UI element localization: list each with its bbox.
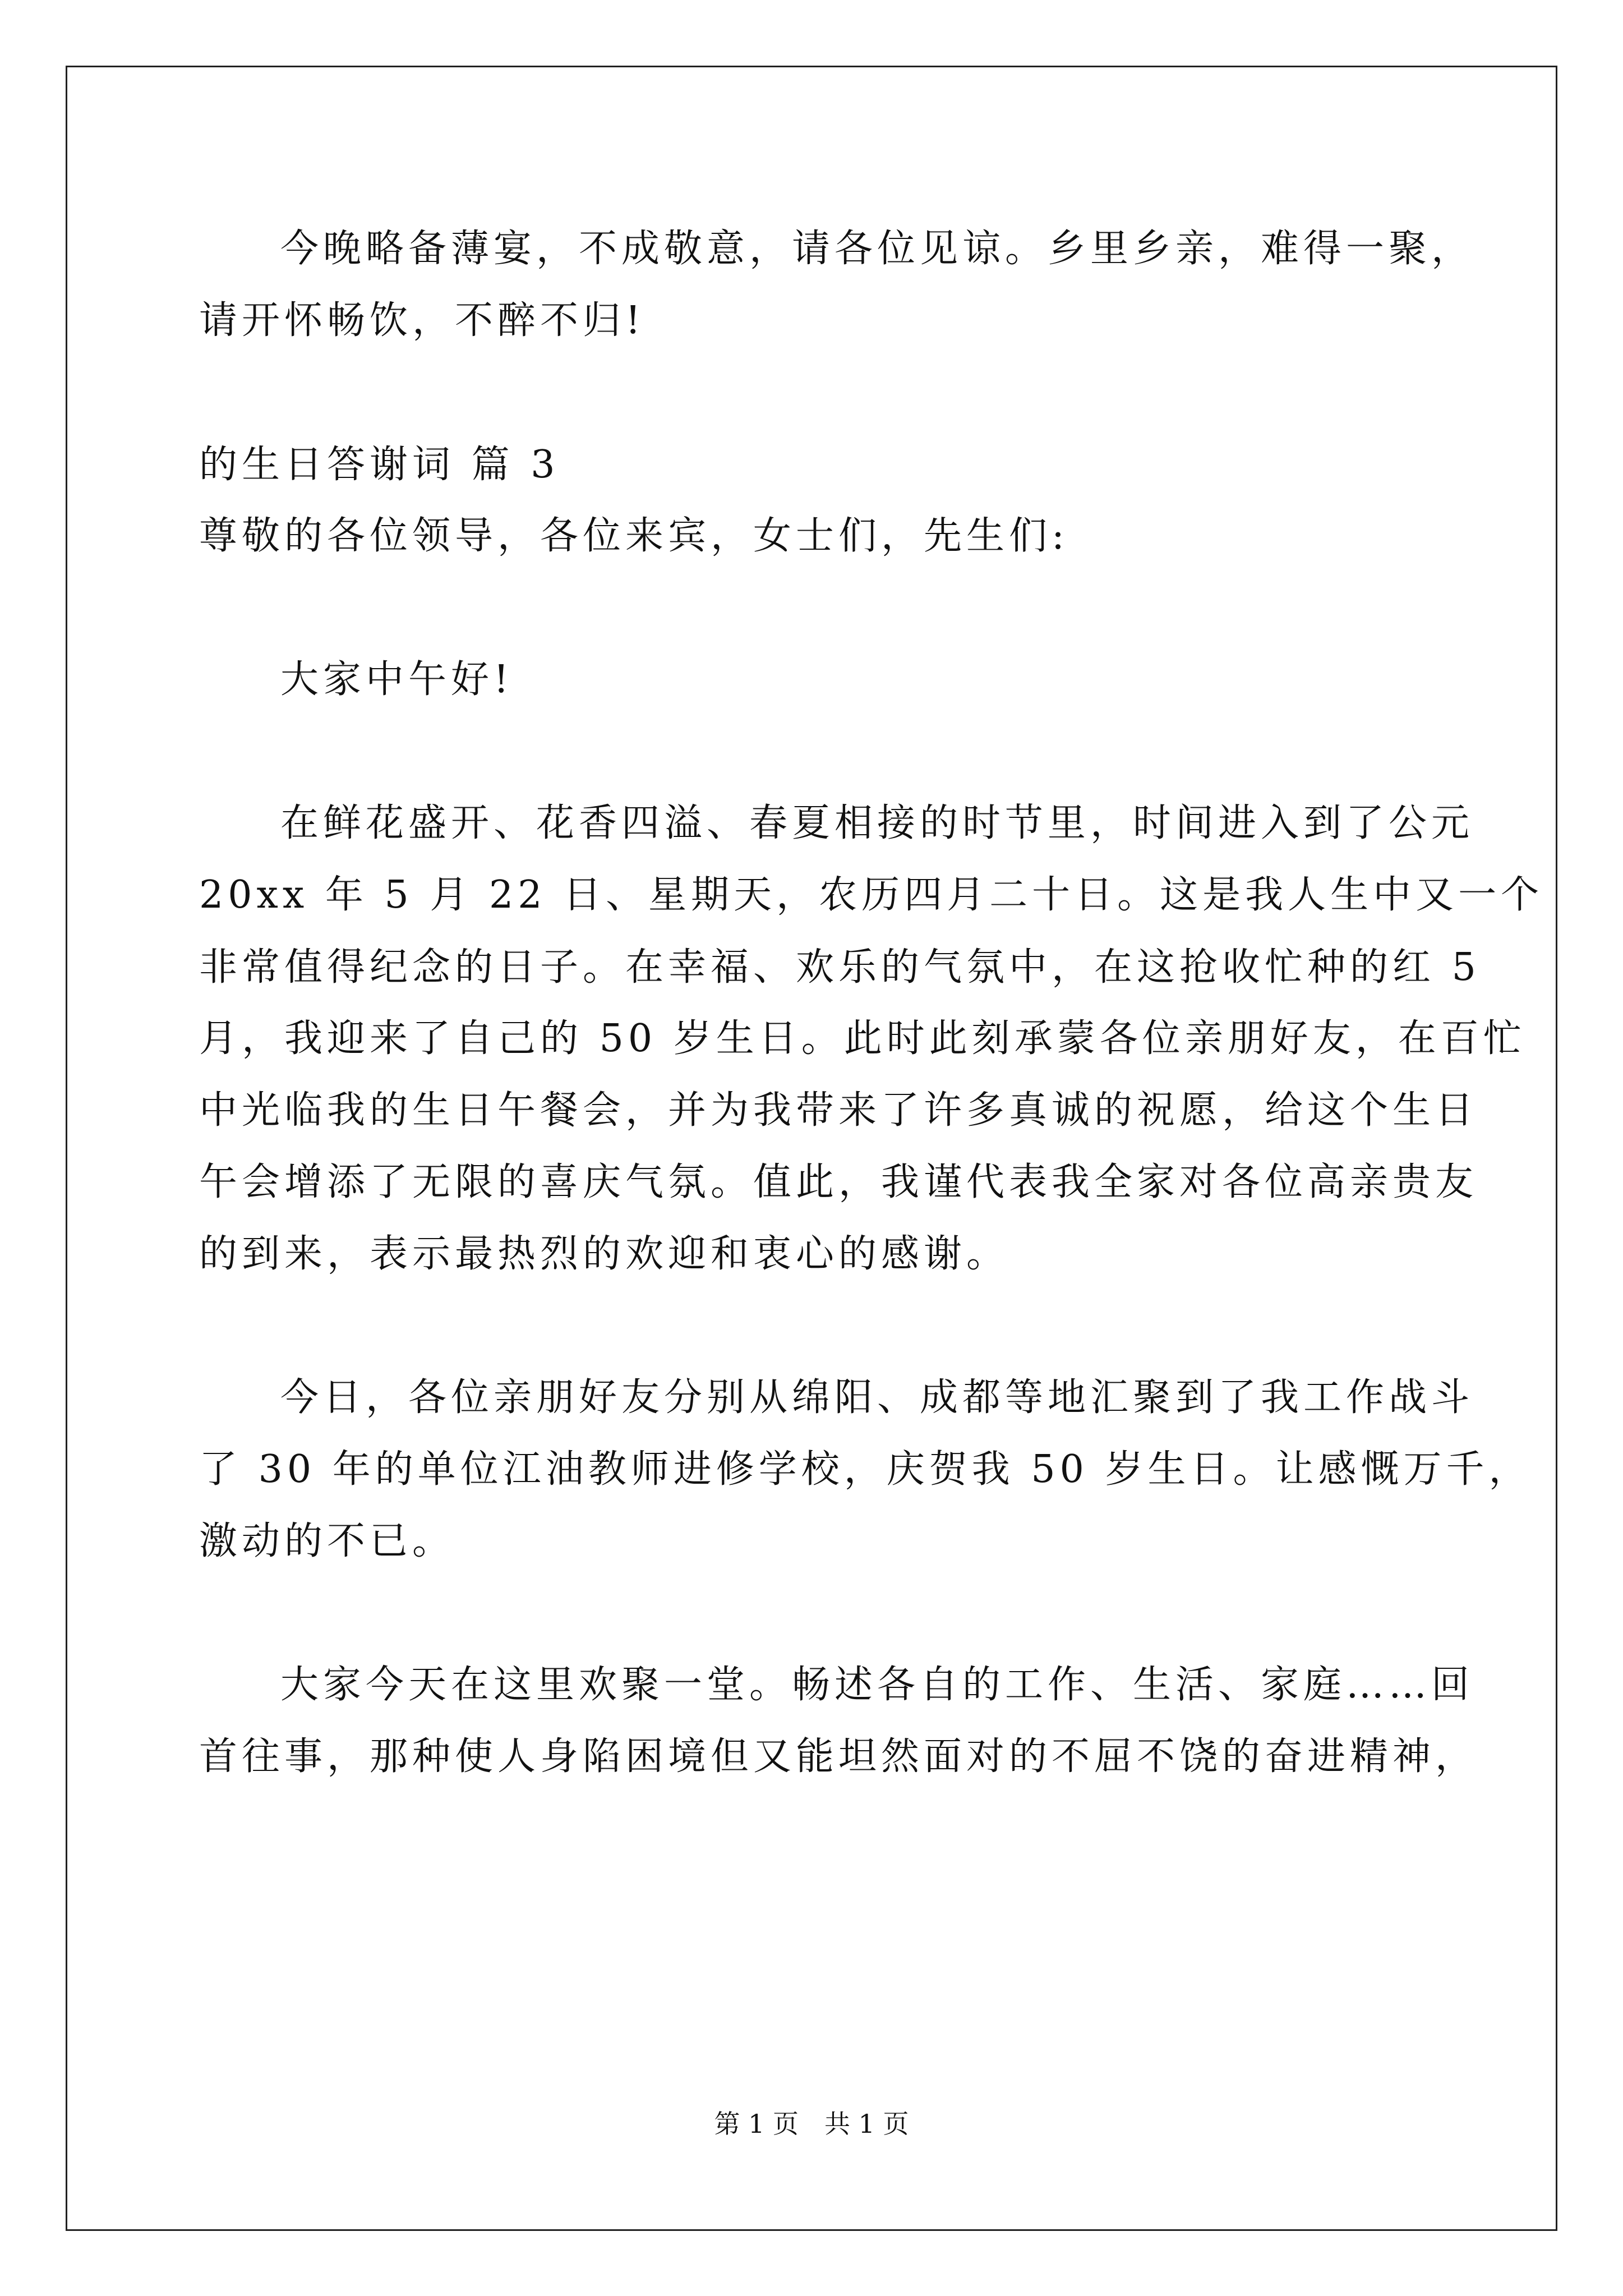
section-heading: 的生日答谢词 篇 3 (199, 443, 560, 487)
text-line: 激动的不已。 (199, 1519, 455, 1563)
text-line: 请开怀畅饮，不醉不归! (199, 298, 645, 343)
text-line: 午会增添了无限的喜庆气氛。值此，我谨代表我全家对各位高亲贵友 (199, 1160, 1478, 1204)
text-line: 非常值得纪念的日子。在幸福、欢乐的气氛中，在这抢收忙种的红 5 (199, 945, 1481, 990)
text-line: 20xx 年 5 月 22 日、星期天，农历四月二十日。这是我人生中又一个 (199, 873, 1544, 917)
text-line: 首往事，那种使人身陷困境但又能坦然面对的不屈不饶的奋进精神， (199, 1734, 1478, 1779)
text-line: 在鲜花盛开、花香四溢、春夏相接的时节里，时间进入到了公元 (280, 801, 1474, 845)
text-line: 今日，各位亲朋好友分别从绵阳、成都等地汇聚到了我工作战斗 (280, 1375, 1474, 1420)
text-line: 今晚略备薄宴，不成敬意，请各位见谅。乡里乡亲，难得一聚， (280, 227, 1474, 271)
text-line: 中光临我的生日午餐会，并为我带来了许多真诚的祝愿，给这个生日 (199, 1088, 1478, 1133)
text-line: 大家今天在这里欢聚一堂。畅述各自的工作、生活、家庭……回 (280, 1663, 1474, 1707)
text-line: 的到来，表示最热烈的欢迎和衷心的感谢。 (199, 1232, 1009, 1276)
text-line: 了 30 年的单位江油教师进修学校，庆贺我 50 岁生日。让感慨万千， (199, 1447, 1532, 1492)
page-footer: 第 1 页 共 1 页 (714, 2109, 909, 2139)
text-line: 月，我迎来了自己的 50 岁生日。此时此刻承蒙各位亲朋好友，在百忙 (199, 1016, 1526, 1061)
salutation: 尊敬的各位领导，各位来宾，女士们，先生们: (199, 514, 1069, 558)
page-border (66, 66, 1557, 2231)
greeting: 大家中午好! (280, 657, 514, 702)
